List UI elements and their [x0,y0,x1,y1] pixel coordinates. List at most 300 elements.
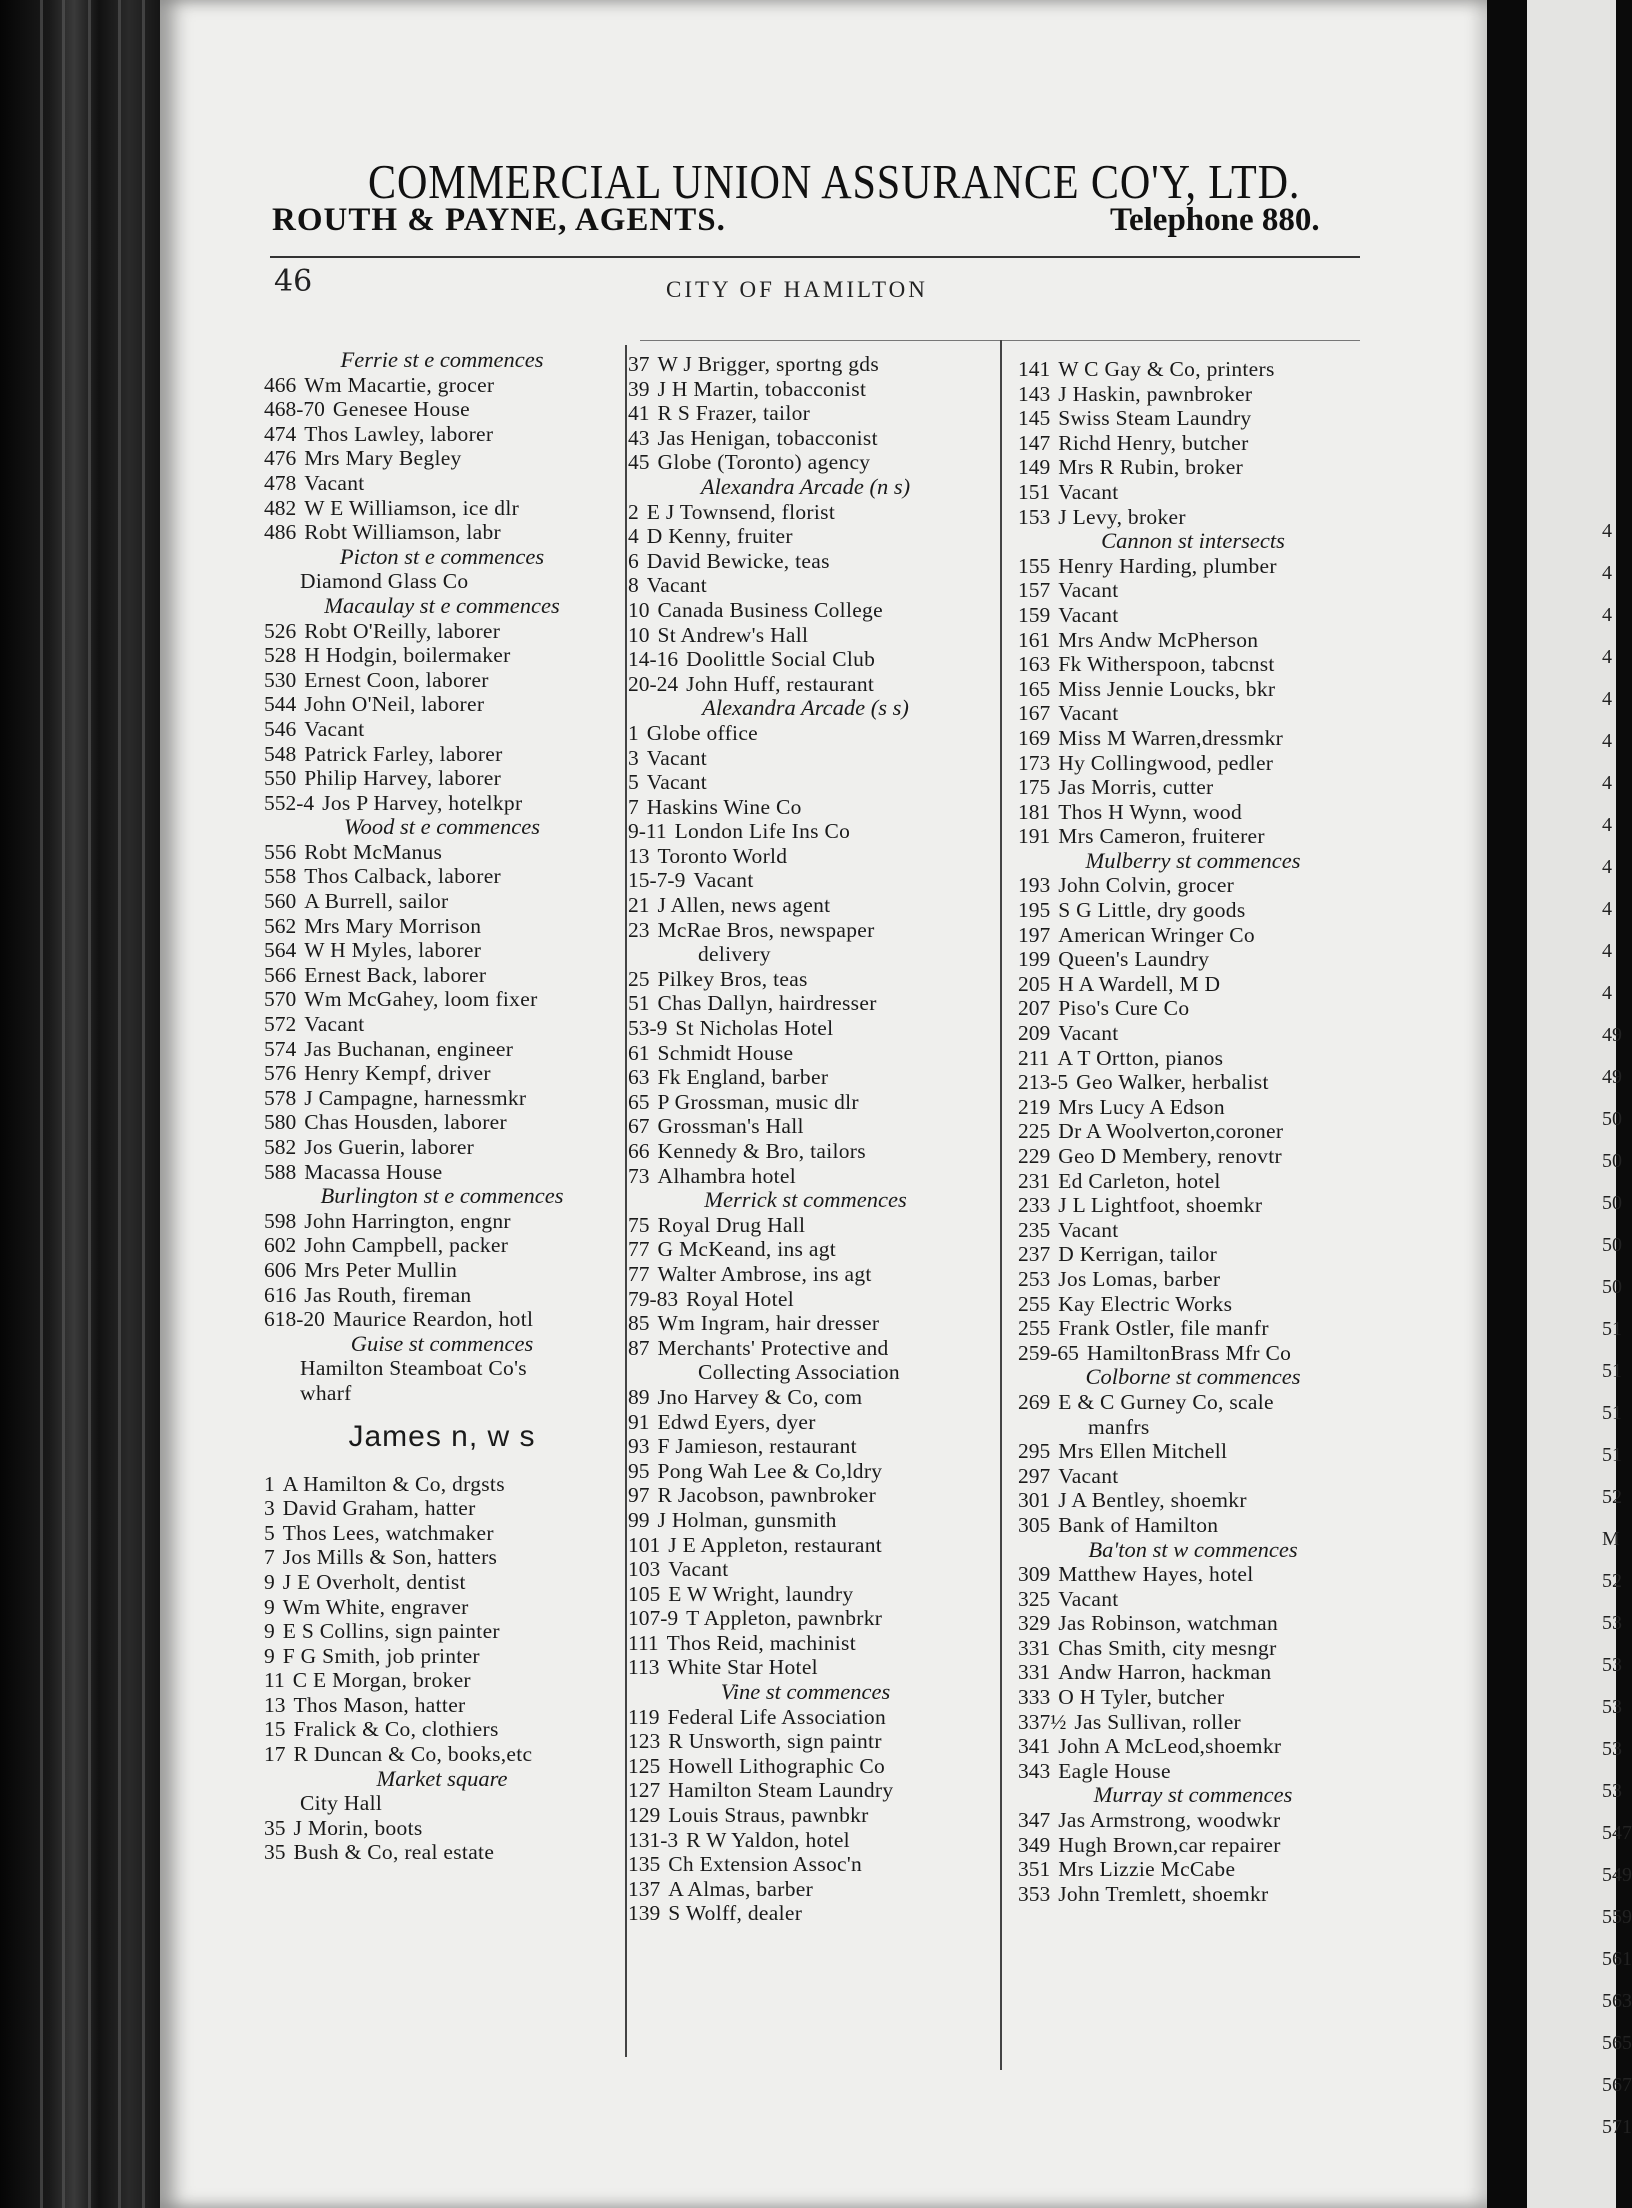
street-number: 544 [264,692,297,717]
street-number: 305 [1018,1512,1051,1537]
occupant-name: Eagle House [1058,1758,1171,1783]
adjacent-page-fragment: 547 [1602,1822,1632,1844]
occupant-name: Doolittle Social Club [686,647,876,672]
directory-entry [1018,480,1368,505]
street-number: 486 [264,520,297,545]
street-heading: Macaulay st e commences [324,592,560,618]
occupant-name: W C Gay & Co, printers [1058,357,1275,381]
occupant-name: Vacant [1058,1217,1119,1242]
street-number: 7 [264,1545,275,1570]
street-number: 107-9 [628,1606,679,1631]
occupant-name: Wm White, engraver [282,1594,469,1619]
occupant-name: D Kerrigan, tailor [1058,1242,1218,1267]
occupant-name: Hy Collingwood, pedler [1058,750,1274,775]
street-number: 259-65 [1018,1340,1079,1365]
directory-entry [628,500,983,525]
occupant-name: E J Townsend, florist [646,499,836,524]
street-number: 61 [628,1040,650,1065]
street-number: 127 [628,1778,661,1803]
adjacent-page-fragment: 4 [1602,562,1612,584]
street-number: 3 [628,745,639,770]
street-number: 235 [1018,1217,1051,1242]
street-number: 199 [1018,947,1051,972]
occupant-name: John O'Neil, laborer [304,692,485,717]
street-number: 602 [264,1233,297,1258]
street-heading: Ferrie st e commences [340,347,544,372]
street-number: 3 [264,1496,275,1521]
occupant-name: R S Frazer, tailor [657,401,811,426]
street-number: 89 [628,1384,650,1409]
occupant-name: Robt O'Reilly, laborer [304,618,501,643]
directory-entry [1018,455,1368,480]
occupant-name: Merchants' Protective and [657,1335,889,1360]
directory-entry [230,889,620,914]
directory-entry [628,1139,983,1164]
occupant-name: R Unsworth, sign paintr [668,1729,882,1754]
directory-entry [628,1557,983,1582]
occupant-name: Diamond Glass Co [300,569,469,594]
occupant-name: Vacant [668,1557,729,1582]
directory-entry [628,893,983,918]
occupant-name: O H Tyler, butcher [1058,1685,1225,1710]
adjacent-page-fragment: 565 [1602,2032,1632,2054]
adjacent-page-fragment: 53 [1602,1738,1622,1760]
adjacent-page-fragment: 4 [1602,814,1612,836]
directory-entry [1018,873,1368,898]
occupant-name: A T Ortton, pianos [1057,1045,1224,1070]
street-heading: Mulberry st commences [1085,847,1301,873]
occupant-name: Chas Smith, city mesngr [1058,1635,1277,1660]
directory-entry [230,619,620,644]
street-number: 35 [264,1815,286,1840]
street-number: 213-5 [1018,1070,1069,1095]
occupant-name: Canada Business College [657,597,883,622]
street-number: 99 [628,1507,650,1532]
street-number: 474 [264,421,297,446]
directory-entry [230,1717,620,1742]
occupant-name: Macassa House [304,1159,443,1184]
street-number: 25 [628,966,650,991]
header-rule [270,256,1360,258]
directory-column-1 [230,348,620,1865]
street-number: 331 [1018,1660,1051,1685]
street-number: 530 [264,667,297,692]
occupant-name: Mrs Lucy A Edson [1058,1094,1225,1119]
directory-entry [628,991,983,1016]
street-number: 43 [628,425,650,450]
street-number: 219 [1018,1094,1051,1119]
street-number: 141 [1018,357,1051,381]
directory-entry [628,1114,983,1139]
directory-entry [1018,972,1368,997]
directory-entry [230,569,620,594]
directory-entry [628,1090,983,1115]
street-number: 331 [1018,1635,1051,1660]
directory-entry [230,766,620,791]
directory-entry [628,1631,983,1656]
occupant-name: Geo Walker, herbalist [1076,1070,1269,1095]
directory-entry [1018,1710,1368,1735]
street-heading: Burlington st e commences [320,1183,564,1209]
street-number: 582 [264,1135,297,1159]
directory-entry [1018,996,1368,1021]
directory-entry [1018,652,1368,677]
directory-entry [628,1877,983,1902]
street-number: 77 [628,1237,650,1262]
occupant-name: St Andrew's Hall [657,622,809,647]
street-number: 193 [1018,873,1051,898]
street-number: 75 [628,1212,650,1237]
street-heading: Picton st e commences [339,543,545,569]
street-number: 233 [1018,1193,1051,1218]
street-number: 353 [1018,1881,1051,1906]
street-number: 297 [1018,1463,1051,1488]
street-number: 143 [1018,381,1051,406]
column-divider [625,345,627,2057]
occupant-name: J Haskin, pawnbroker [1058,381,1253,406]
directory-entry [1018,1513,1368,1538]
directory-entry [230,1595,620,1620]
header-agents: ROUTH & PAYNE, AGENTS. [272,202,726,238]
occupant-name: Robt Williamson, labr [304,520,501,545]
occupant-name: Vacant [1058,578,1119,603]
occupant-name: Schmidt House [657,1040,794,1065]
street-number: 337½ [1018,1709,1067,1734]
adjacent-page-fragment: 4 [1602,982,1612,1004]
directory-entry [1018,1242,1368,1267]
street-number: 588 [264,1159,297,1184]
occupant-name: McRae Bros, newspaper [657,917,875,942]
directory-entry [628,450,983,475]
occupant-name: Ch Extension Assoc'n [668,1852,863,1877]
street-number: 5 [628,770,639,795]
street-number: 333 [1018,1685,1051,1710]
directory-entry [230,1037,620,1062]
street-number: 211 [1018,1045,1050,1070]
street-number: 35 [264,1840,286,1865]
occupant-name: Jas Morris, cutter [1058,775,1214,800]
street-number: 77 [628,1261,650,1286]
street-number: 1 [628,720,639,745]
street-number: 11 [264,1668,285,1693]
occupant-name: Federal Life Association [667,1704,887,1729]
occupant-name: Edwd Eyers, dyer [657,1409,816,1434]
street-number: 548 [264,741,297,766]
occupant-name: F Jamieson, restaurant [657,1434,857,1459]
directory-entry [230,668,620,693]
directory-entry [1018,677,1368,702]
directory-entry [628,573,983,598]
occupant-name: Jno Harvey & Co, com [657,1384,863,1409]
occupant-name: Jos Guerin, laborer [304,1135,475,1159]
occupant-name: Bush & Co, real estate [293,1840,495,1865]
directory-entry [1018,947,1368,972]
street-number: 269 [1018,1389,1051,1414]
directory-entry [1018,1464,1368,1489]
street-number: 23 [628,917,650,942]
adjacent-page-fragment: 561 [1602,1948,1632,1970]
occupant-name: Hugh Brown,car repairer [1058,1832,1281,1857]
occupant-name: Jos P Harvey, hotelkpr [322,790,523,815]
adjacent-page-fragment: 50 [1602,1108,1622,1130]
directory-entry [628,844,983,869]
city-title: CITY OF HAMILTON [666,277,928,302]
directory-entry [1018,1488,1368,1513]
street-number: 173 [1018,750,1051,775]
directory-entry [230,1644,620,1669]
directory-entry [1018,1267,1368,1292]
directory-entry [1018,1292,1368,1317]
street-number: 295 [1018,1439,1051,1464]
occupant-name: Vacant [646,770,708,795]
occupant-name: Philip Harvey, laborer [304,766,502,791]
street-number: 163 [1018,652,1051,677]
occupant-name: Jos Lomas, barber [1058,1266,1221,1291]
street-number: 165 [1018,676,1051,701]
adjacent-page-fragment: 4 [1602,604,1612,626]
directory-entry [230,840,620,865]
directory-column-3 [1018,357,1368,1906]
occupant-name: Hamilton Steamboat Co's [300,1356,527,1381]
street-number: 91 [628,1409,650,1434]
street-number: 482 [264,495,297,520]
street-number: 53-9 [628,1016,668,1041]
street-number: 45 [628,450,650,475]
street-number: 205 [1018,971,1051,996]
occupant-name: Jas Buchanan, engineer [304,1036,514,1061]
street-number: 85 [628,1311,650,1336]
directory-entry [1018,1316,1368,1341]
occupant-name: John Campbell, packer [304,1233,509,1258]
directory-entry [628,770,983,795]
adjacent-page-fragment: 53 [1602,1696,1622,1718]
directory-entry [1018,357,1368,382]
street-number: 552-4 [264,790,315,815]
occupant-name: R Duncan & Co, books,etc [293,1742,533,1767]
street-number: 9 [264,1569,275,1594]
occupant-name: Alhambra hotel [657,1163,797,1188]
occupant-name: Pong Wah Lee & Co,ldry [657,1458,883,1483]
occupant-name: Vacant [1058,1463,1119,1488]
adjacent-page-fragment: 53 [1602,1654,1622,1676]
directory-entry [628,1360,983,1385]
directory-entry [628,1901,983,1926]
adjacent-page-fragment: 4 [1602,520,1612,542]
directory-entry [1018,628,1368,653]
street-number: 137 [628,1876,661,1901]
occupant-name: Vacant [693,868,754,893]
directory-entry [230,1233,620,1258]
directory-entry [230,1283,620,1308]
adjacent-page-fragment: 53 [1602,1780,1622,1802]
directory-entry [1018,1808,1368,1833]
occupant-name: Howell Lithographic Co [668,1753,886,1778]
street-heading: Market square [376,1765,508,1791]
occupant-name: Jas Routh, fireman [304,1282,472,1307]
directory-entry [230,1160,620,1185]
occupant-name: David Graham, hatter [282,1496,476,1521]
street-number: 343 [1018,1758,1051,1783]
street-number: 9 [264,1643,275,1668]
directory-entry [1018,1169,1368,1194]
directory-entry [230,1135,620,1160]
header-company: COMMERCIAL UNION ASSURANCE CO'Y, LTD. [368,154,1301,209]
occupant-name: Pilkey Bros, teas [657,966,808,991]
directory-entry [628,746,983,771]
street-number: 207 [1018,996,1051,1021]
street-number: 13 [628,843,650,868]
occupant-name: Vacant [304,1012,365,1037]
street-number: 478 [264,470,297,495]
directory-entry [1018,505,1368,530]
street-title: James n, w s [348,1419,536,1453]
directory-entry [1018,1021,1368,1046]
occupant-name: Wm McGahey, loom fixer [304,987,538,1012]
street-number: 63 [628,1065,650,1090]
occupant-name: Frank Ostler, file manfr [1058,1316,1269,1341]
occupant-name: A Hamilton & Co, drgsts [282,1471,505,1496]
directory-entry [230,1356,620,1381]
occupant-name: John Harrington, engnr [304,1208,511,1233]
occupant-name: Wm Ingram, hair dresser [657,1311,880,1336]
directory-entry [230,1061,620,1086]
occupant-name: Walter Ambrose, ins agt [657,1261,872,1286]
directory-entry [628,1483,983,1508]
occupant-name: White Star Hotel [667,1655,818,1680]
adjacent-page-fragment: 563 [1602,1990,1632,2012]
street-number: 79-83 [628,1286,679,1311]
occupant-name: Grossman's Hall [657,1114,804,1139]
occupant-name: Mrs Peter Mullin [304,1257,458,1282]
occupant-name: Dr A Woolverton,coroner [1058,1119,1284,1144]
occupant-name: J Campagne, harnessmkr [304,1085,527,1110]
street-number: 1 [264,1471,275,1496]
occupant-name: J L Lightfoot, shoemkr [1058,1193,1263,1218]
street-number: 95 [628,1458,650,1483]
occupant-name: P Grossman, music dlr [657,1089,859,1114]
occupant-name: J E Overholt, dentist [282,1569,466,1594]
directory-entry [230,914,620,939]
adjacent-page-fragment: 50 [1602,1234,1622,1256]
occupant-name: J A Bentley, shoemkr [1058,1488,1247,1513]
occupant-name: Andw Harron, hackman [1058,1660,1272,1685]
street-number: 4 [628,524,639,549]
street-number: 237 [1018,1242,1051,1267]
street-number: 87 [628,1335,650,1360]
street-number: 93 [628,1434,650,1459]
occupant-name: wharf [300,1380,352,1405]
street-number: 111 [628,1630,659,1655]
directory-entry [230,496,620,521]
directory-entry [628,1803,983,1828]
street-number: 161 [1018,627,1051,652]
street-number: 119 [628,1704,660,1729]
directory-entry [230,1791,620,1816]
directory-entry [628,1434,983,1459]
street-number: 145 [1018,406,1051,431]
street-number: 15 [264,1717,286,1742]
street-number: 195 [1018,898,1051,923]
page-gutter [1487,0,1527,2208]
directory-entry [1018,1734,1368,1759]
street-number: 155 [1018,553,1051,578]
street-number: 135 [628,1852,661,1877]
occupant-name: delivery [698,942,771,967]
directory-entry [230,1668,620,1693]
directory-entry [628,1655,983,1680]
adjacent-page-fragment: 49 [1602,1024,1622,1046]
street-number: 225 [1018,1119,1051,1144]
occupant-name: E W Wright, laundry [668,1581,854,1606]
directory-entry [230,1619,620,1644]
directory-entry [628,819,983,844]
occupant-name: Globe (Toronto) agency [657,450,871,475]
directory-entry [230,692,620,717]
adjacent-page-fragment: 571 [1602,2116,1632,2138]
directory-entry [230,1307,620,1332]
occupant-name: John A McLeod,shoemkr [1058,1734,1282,1759]
directory-entry [230,446,620,471]
adjacent-page-fragment: 567 [1602,2074,1632,2096]
adjacent-page-fragment: 50 [1602,1150,1622,1172]
street-number: 39 [628,376,650,401]
street-number: 14-16 [628,647,679,672]
directory-entry [1018,1439,1368,1464]
directory-entry [230,1521,620,1546]
adjacent-page-fragment: 4 [1602,730,1612,752]
directory-entry [1018,1636,1368,1661]
occupant-name: W E Williamson, ice dlr [304,495,520,520]
occupant-name: Thos Lawley, laborer [304,421,494,446]
directory-entry [1018,800,1368,825]
street-number: 349 [1018,1832,1051,1857]
directory-entry [628,1705,983,1730]
adjacent-page-fragment: 4 [1602,772,1612,794]
street-number: 20-24 [628,671,679,696]
directory-entry [628,647,983,672]
adjacent-page-fragment: 4 [1602,940,1612,962]
occupant-name: Richd Henry, butcher [1058,430,1249,455]
occupant-name: American Wringer Co [1058,922,1255,947]
directory-entry [230,1816,620,1841]
occupant-name: J Allen, news agent [657,893,831,918]
street-heading: Murray st commences [1093,1782,1293,1808]
occupant-name: E & C Gurney Co, scale [1058,1389,1274,1414]
street-number: 169 [1018,725,1051,750]
adjacent-page-fragment: 51 [1602,1360,1622,1382]
occupant-name: HamiltonBrass Mfr Co [1086,1340,1292,1365]
directory-entry [628,1606,983,1631]
header-telephone: Telephone 880. [1110,202,1320,238]
occupant-name: Toronto World [657,843,788,868]
occupant-name: A Burrell, sailor [304,889,449,914]
directory-entry [1018,1562,1368,1587]
occupant-name: Jas Sullivan, roller [1074,1709,1242,1734]
adjacent-page-fragment: 4 [1602,688,1612,710]
street-number: 67 [628,1114,650,1139]
occupant-name: Piso's Cure Co [1058,996,1190,1021]
directory-entry [628,1385,983,1410]
occupant-name: G McKeand, ins agt [657,1237,837,1262]
occupant-name: Henry Kempf, driver [304,1061,491,1086]
directory-entry [230,1496,620,1521]
street-number: 229 [1018,1144,1051,1168]
adjacent-page-fragment: 49 [1602,1066,1622,1088]
occupant-name: J H Martin, tobacconist [657,376,867,401]
directory-entry [230,1472,620,1497]
page-number: 46 [274,264,313,299]
street-number: 197 [1018,922,1051,947]
